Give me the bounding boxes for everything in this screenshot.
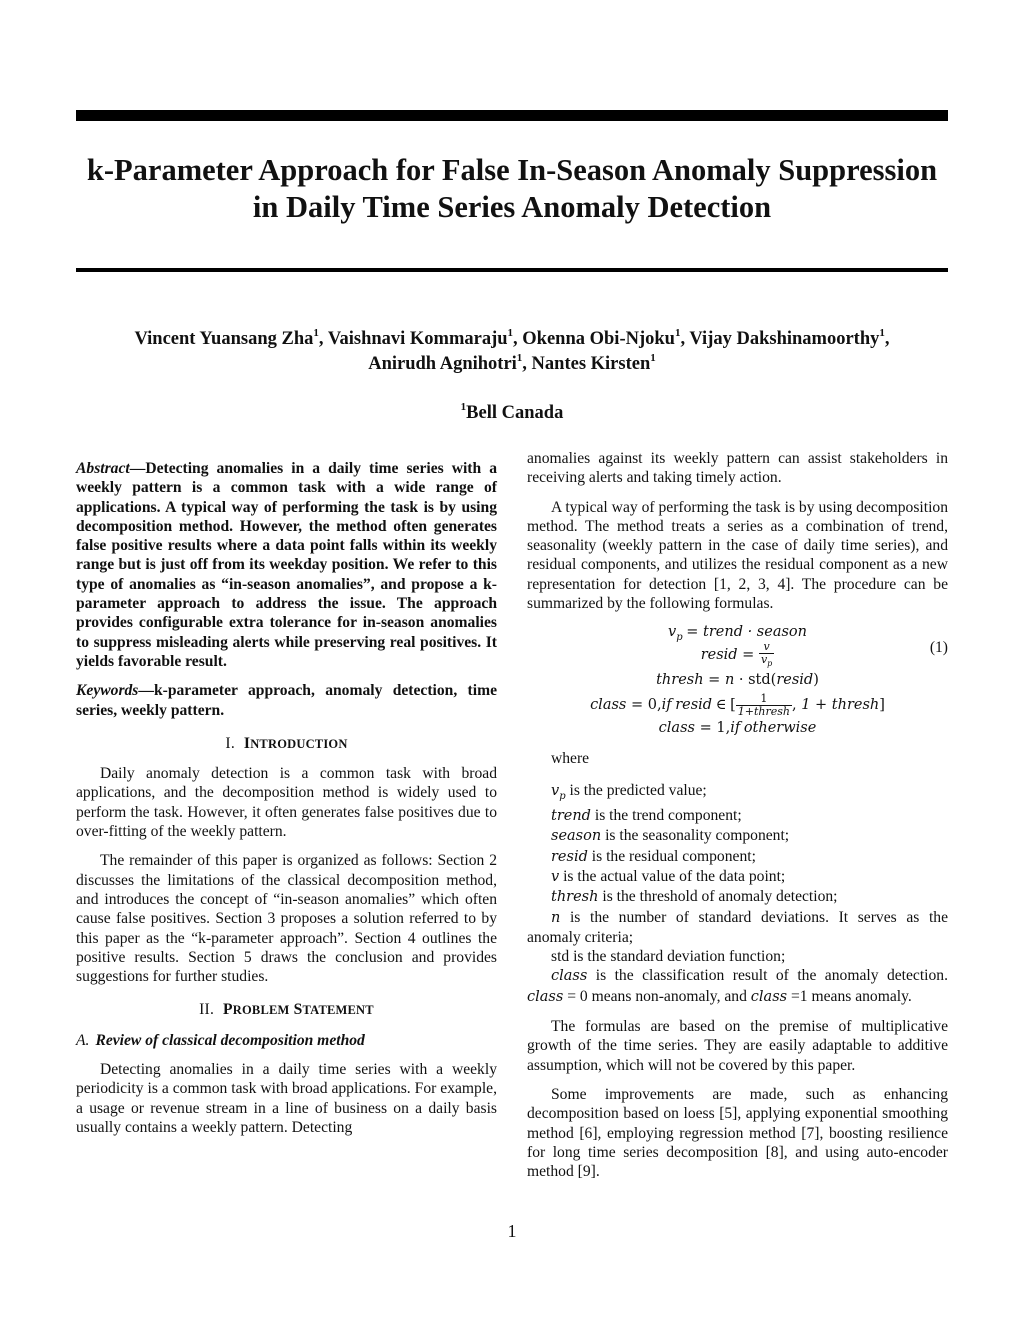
section-heading-problem-statement xyxy=(76,1000,497,1020)
section-heading-introduction xyxy=(76,734,497,754)
eq-value: 0, xyxy=(647,697,662,714)
abstract-text: Detecting anomalies in a daily time series with a weekly pattern is a common task with a wide range of applications. A typical way of performing the task is by using decomposition method. However, the method often generates false positive results where a data point falls within its weekly range but is just off from its weekday position. We refer to this type of anomalies as “in-season anomalies”, and propose a k-parameter approach to address the issue. The approach provides configurable extra tolerance for in-season anomalies to suppress misleading alerts while preserving real positives. It yields favorable result. xyxy=(76,460,497,670)
definition-symbol: class xyxy=(527,988,564,1005)
definition-item xyxy=(527,947,948,966)
intro-paragraph-2: The remainder of this paper is organized as follows: Section 2 discusses the limitations of the classical decomposition method, and introduces the concept of “in-season anomalies” which often cause false positives. Section 3 proposes a solution referred to by this paper as the “k-parameter approach”. Section 4 outlines the positive results. Section 5 draws the conclusion and provides suggestions for further studies. xyxy=(76,852,497,986)
subsection-title: Review of classical decomposition method xyxy=(95,1031,365,1049)
eq-numerator: 1 xyxy=(736,693,792,706)
definition-text: is the residual component; xyxy=(587,847,756,865)
definition-item xyxy=(527,966,948,1007)
author-separator: , xyxy=(884,329,890,349)
definition-text: = 0 means non-anomaly, and xyxy=(563,987,751,1005)
eq-expression: 1 + thresh xyxy=(801,697,880,714)
page-number: 1 xyxy=(507,1221,517,1241)
eq-symbol: class xyxy=(658,720,695,737)
definition-symbol: n xyxy=(551,909,561,926)
variable-definitions xyxy=(527,781,948,1007)
paper-title xyxy=(40,152,984,226)
definition-text: is the number of standard deviations. It serves as the anomaly criteria; xyxy=(527,908,948,946)
definition-item xyxy=(527,867,948,887)
section-title-initial: P xyxy=(223,1001,233,1019)
author: Anirudh Agnihotri xyxy=(368,354,517,374)
definition-symbol: v xyxy=(551,868,560,885)
equation-block xyxy=(527,623,948,743)
definition-symbol: season xyxy=(551,828,602,845)
section-title-rest: ROBLEM xyxy=(232,1003,290,1018)
section-title-rest: TATEMENT xyxy=(302,1003,374,1018)
author-list xyxy=(40,327,984,377)
definition-subscript: p xyxy=(559,790,566,802)
eq-fraction xyxy=(759,641,774,670)
author-separator: , xyxy=(680,329,690,349)
author: Nantes Kirsten xyxy=(531,354,651,374)
definition-item xyxy=(527,806,948,826)
equation-line-2: resid = $\frac{v}{v_p}$ xyxy=(700,640,773,669)
equation-line-3: thresh = n · std(resid) xyxy=(656,672,819,689)
affiliation-name: Bell Canada xyxy=(466,403,564,423)
eq-symbol: n xyxy=(724,672,735,689)
author: Vijay Dakshinamoorthy xyxy=(689,329,880,349)
right-paragraph-0: anomalies against its weekly pattern can assist stakeholders in receiving alerts and taking timely action. xyxy=(527,450,948,487)
title-line-2: in Daily Time Series Anomaly Detection xyxy=(252,190,772,224)
abstract-dash: — xyxy=(129,460,146,477)
eq-subscript: p xyxy=(767,659,773,669)
author-separator: , xyxy=(522,354,532,374)
definition-text: is the standard deviation function; xyxy=(569,948,786,966)
eq-word: otherwise xyxy=(743,720,817,737)
definition-text: is the actual value of the data point; xyxy=(559,867,786,885)
author-line-1 xyxy=(40,327,984,352)
definition-text: is the predicted value; xyxy=(565,781,707,799)
problem-paragraph-1: Detecting anomalies in a daily time series with a weekly periodicity is a common task with broad applications. For example, a usage or revenue stream in a line of business on a daily basis usually contains a weekly pattern. Detecting xyxy=(76,1061,497,1136)
definition-item xyxy=(527,781,948,806)
abstract xyxy=(76,459,497,671)
eq-symbol: thresh xyxy=(656,672,704,689)
author-separator: , xyxy=(513,329,523,349)
section-title-rest: NTRODUCTION xyxy=(250,736,348,751)
top-rule xyxy=(76,110,948,121)
definition-item xyxy=(527,908,948,948)
definition-symbol: class xyxy=(750,988,788,1005)
right-paragraph-3: Some improvements are made, such as enhancing decomposition based on loess [5], applying exponential smoothing method [6], employing regression method [7], boosting resilience for long time series decomposition [8], and using auto-encoder method [9]. xyxy=(527,1085,948,1181)
keywords-text: k-parameter approach, anomaly detection, time series, weekly pattern. xyxy=(76,682,497,719)
author-line-2 xyxy=(40,352,984,377)
author-separator: , xyxy=(318,329,328,349)
eq-denominator: v xyxy=(760,653,768,667)
eq-subscript: p xyxy=(676,632,683,644)
equation-line-1: $v_p$ = trend · season xyxy=(668,624,807,644)
where-label: where xyxy=(551,750,590,768)
definition-symbol: v xyxy=(551,782,560,799)
eq-symbol: resid xyxy=(675,697,713,714)
author: Vaishnavi Kommaraju xyxy=(327,329,508,349)
eq-word: if xyxy=(661,697,672,714)
eq-value: 1, xyxy=(716,720,731,737)
title-rule xyxy=(76,268,948,272)
eq-operator: ∈ xyxy=(715,697,727,714)
subsection-number: A. xyxy=(76,1031,90,1049)
keywords-label: Keywords xyxy=(76,682,139,700)
right-paragraph-1: A typical way of performing the task is by using decomposition method. The method treats a series as a combination of trend, seasonality (weekly pattern in the case of daily time series), and residual components, and utilizes the residual component as a new representation for detection [1, 2, 3, 4]. The procedure can be summarized by the following formulas. xyxy=(527,498,948,613)
definition-item xyxy=(527,887,948,907)
definition-text: is the threshold of anomaly detection; xyxy=(598,888,838,906)
author-affil-mark: 1 xyxy=(879,326,885,339)
left-column xyxy=(76,459,497,1147)
eq-symbol: v xyxy=(668,624,677,641)
author: Okenna Obi-Njoku xyxy=(522,329,675,349)
abstract-label: Abstract xyxy=(76,460,130,477)
equation-line-5: class = 1,if otherwise xyxy=(658,720,817,737)
section-number: I. xyxy=(225,734,235,752)
definition-symbol: thresh xyxy=(551,889,599,906)
definition-item xyxy=(527,847,948,867)
definition-item xyxy=(527,826,948,846)
right-paragraph-2: The formulas are based on the premise of multiplicative growth of the time series. They are easily adaptable to additive assumption, which will not be covered by this paper. xyxy=(527,1018,948,1074)
author-affil-mark: 1 xyxy=(507,326,514,339)
eq-numerator: v xyxy=(759,641,774,654)
keywords-dash: — xyxy=(138,682,154,700)
definition-text: is the seasonality component; xyxy=(601,827,790,845)
eq-symbol: resid xyxy=(700,647,738,664)
definition-symbol: class xyxy=(551,968,588,985)
definition-text: =1 means anomaly. xyxy=(787,987,912,1005)
right-column xyxy=(527,449,948,1191)
keywords xyxy=(76,681,497,720)
intro-paragraph-1: Daily anomaly detection is a common task with broad applications, and the decomposition method is widely used to perform the task. However, it often generates false positives due to over-fitting of the weekly pattern. xyxy=(76,765,497,841)
author: Vincent Yuansang Zha xyxy=(134,329,314,349)
eq-denominator: 1+thresh xyxy=(737,705,790,719)
definition-text: is the classification result of the anomaly detection. xyxy=(587,967,948,985)
definition-symbol: trend xyxy=(551,808,591,825)
affiliation-mark: 1 xyxy=(460,400,467,413)
subsection-heading xyxy=(76,1031,497,1050)
eq-symbol: resid xyxy=(776,672,814,689)
eq-function: std xyxy=(748,672,771,689)
eq-fraction xyxy=(736,693,792,718)
eq-word: if xyxy=(730,720,741,737)
title-line-1: k-Parameter Approach for False In-Season Anomaly Suppression xyxy=(86,153,938,187)
definition-symbol: std xyxy=(551,948,570,966)
equation-number: (1) xyxy=(929,639,948,657)
definition-symbol: resid xyxy=(551,848,588,865)
affiliation xyxy=(40,400,984,426)
definition-text: is the trend component; xyxy=(590,807,742,825)
equation-line-4: class = 0,if resid ∈ [ $\frac{1}{\text{1+thresh}}$ , 1 + thresh] xyxy=(590,692,885,719)
author-affil-mark: 1 xyxy=(516,351,523,364)
section-title-initial: S xyxy=(293,1001,303,1019)
author-affil-mark: 1 xyxy=(313,326,319,339)
eq-expression: trend · season xyxy=(703,624,807,641)
section-number: II. xyxy=(199,1001,215,1019)
author-affil-mark: 1 xyxy=(674,326,681,339)
section-title-initial: I xyxy=(243,734,251,752)
eq-symbol: class xyxy=(590,697,627,714)
author-affil-mark: 1 xyxy=(650,351,656,364)
